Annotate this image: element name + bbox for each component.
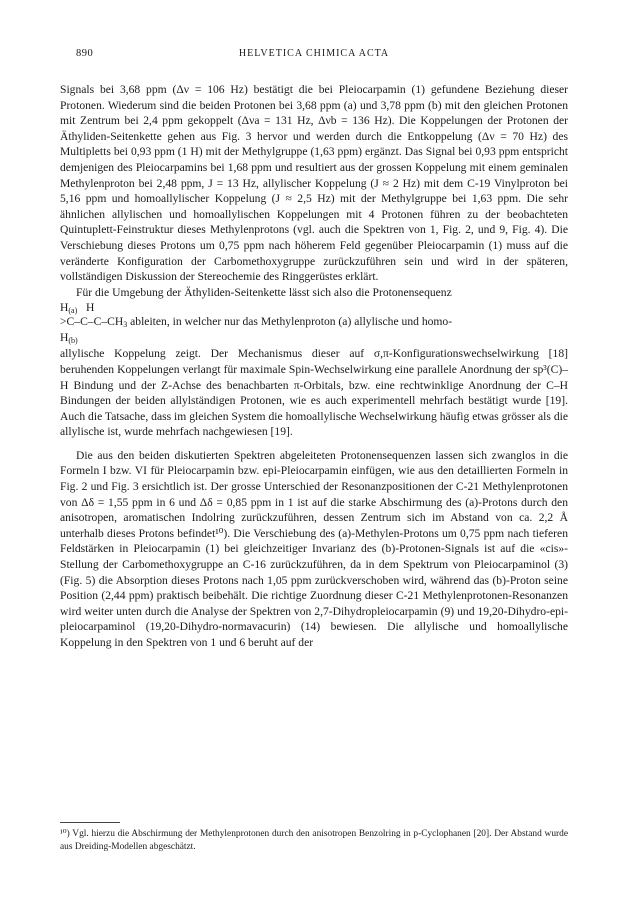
paragraph-4: Die aus den beiden diskutierten Spektren abgeleiteten Protonensequenzen lassen sich zwanglos in die Formeln I bzw. VI für Pleiocarpamin bzw. epi-Pleiocarpamin einfügen, wie aus den detaillierten Formeln in Fig. 2 und Fig. 3 ersichtlich ist. Der grosse Unterschied der Resonanzpositionen der C-21 Methylenprotonen von Δδ = 1,55 ppm in 6 und Δδ = 0,85 ppm in 1 ist auf die starke Abschirmung des (a)-Protons durch den anisotropen, aromatischen Indolring zurückzuführen, dessen Zentrum sich im Abstand von ca. 2,2 Å unterhalb dieses Protons befindet¹⁰). Die Verschiebung des (a)-Methylen-Protons um 0,75 ppm nach tieferen Feldstärken in Pleiocarpamin (1) bei gleichzeitiger Invarianz des (b)-Protonen-Signals ist auf die «cis»-Stellung der Carbomethoxygruppe an C-16 zurückzuführen, da in dem Spektrum von Pleiocarpaminol (3) (Fig. 5) die Absorption dieses Protons nach 1,05 ppm zurückverschoben wird, während das (b)-Proton seine Position (2,44 ppm) praktisch beibehält. Die richtige Zuordnung dieser C-21 Methylenprotonen-Resonanzen wird weiter unten durch die Analyse der Spektren von 2,7-Dihydropleiocarpamin (9) und 19,20-Dihydro-epi-pleiocarpaminol (19,20-Dihydro-normavacurin) (14) bewiesen. Die allylische und homoallylische Koppelung in den Spektren von 1 und 6 beruht auf der	[60, 448, 568, 649]
proton-sequence-formula	[60, 300, 568, 346]
footnote-divider	[60, 822, 120, 823]
paragraph-2: Für die Umgebung der Äthyliden-Seitenkette lässt sich also die Protonensequenz	[76, 285, 452, 299]
footnote: ¹⁰) Vgl. hierzu die Abschirmung der Methylenprotonen durch den anisotropen Benzolring in p-Cyclophanen [20]. Der Abstand wurde aus Dreiding-Modellen abgeschätzt.	[60, 829, 568, 852]
paragraph-3: allylische Koppelung zeigt. Der Mechanismus dieser auf σ,π-Konfigurationswechselwirkung [18] beruhenden Koppelungen verlangt für maximale Spin-Wechselwirkung eine parallele Anordnung der sp³(C)–H Bindung und der Z-Achse des benachbarten π-Orbitals, bzw. eine rechtwinklige Anordnung der C–H Bindungen der beiden allylständigen Protonen, wie es auch experimentell mehrfach bestätigt wurde [19]. Auch die Tatsache, dass im gleichen System die homoallylische Wechselwirkung häufig etwas grösser als die allylische ist, wurde mehrfach nachgewiesen [19].	[60, 347, 568, 439]
formula-line-bottom: $H_{(b)}$	[60, 331, 78, 346]
page-content	[60, 48, 568, 651]
formula-line-top: $H_{(a)}$ H	[60, 301, 95, 316]
journal-title: HELVETICA CHIMICA ACTA	[238, 48, 390, 59]
paragraph-1: Signals bei 3,68 ppm (Δν = 106 Hz) bestätigt die bei Pleiocarpamin (1) gefundene Beziehung dieser Protonen. Wiederum sind die beiden Protonen bei 3,68 ppm (a) und 3,78 ppm (b) mit den gleichen Protonen mit Zentrum bei 2,4 ppm gekoppelt (Δνa = 131 Hz, Δνb = 136 Hz). Die Koppelungen der Protonen der Äthyliden-Seitenkette gehen aus Fig. 3 hervor und werden durch die Entkoppelung (Δν = 70 Hz) des Multipletts bei 0,93 ppm (1 H) mit der Methylgruppe (1,63 ppm) ergänzt. Das Signal bei 0,93 ppm entspricht demjenigen des Pleiocarpamins bei 1,68 ppm und resultiert aus der grossen Koppelung mit einem geminalen Methylenproton bei 2,48 ppm, J = 13 Hz, allylischer Koppelung (J ≈ 2 Hz) mit dem C-19 Vinylproton bei 5,16 ppm und homoallylischer Koppelung (J ≈ 2,5 Hz) mit der Methylgruppe bei 1,63 ppm. Die sehr ähnlichen allylischen und homoallylischen Koppelungen mit 4 Protonen führen zu der beobachteten Quintuplett-Feinstruktur dieses Methylenprotons (vgl. auch die Spektren von 1, Fig. 2, und 9, Fig. 4). Die Verschiebung dieses Protons um 0,75 ppm nach höherem Feld gegenüber Pleiocarpamin (1) muss auf die veränderte Konfiguration der Carbomethoxygruppe zurückzuführen sein und wird in der späteren, vollständigen Diskussion der Stereochemie des Ringgerüstes erklärt.	[60, 83, 568, 284]
page-header	[60, 48, 568, 68]
formula-line-main: $>C-C-C-CH_3$ ableiten, in welcher nur das Methylenproton (a) allylische und homo-	[60, 315, 453, 330]
body-text	[60, 82, 568, 651]
page-number: 890	[76, 48, 94, 59]
